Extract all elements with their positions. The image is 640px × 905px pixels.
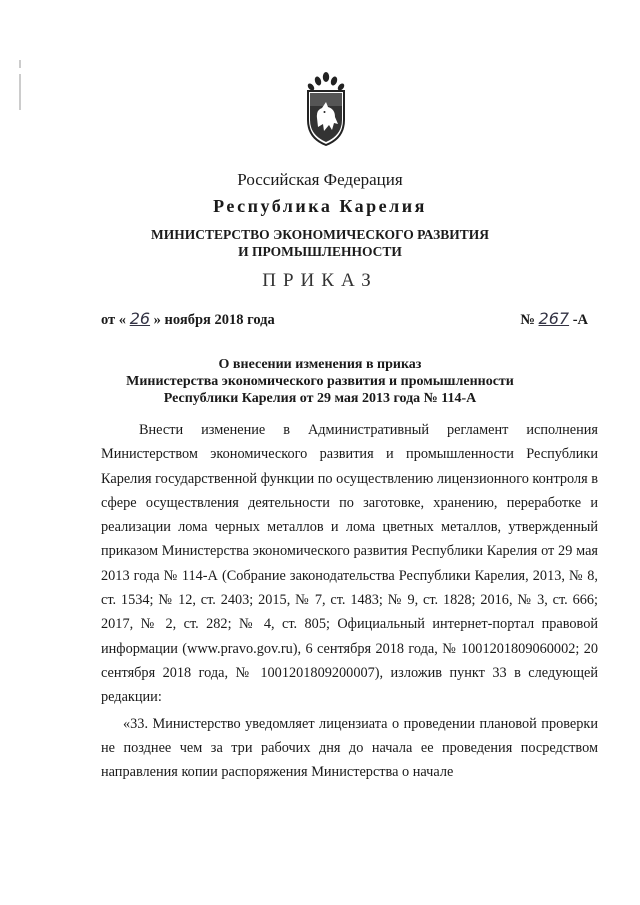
order-subject [0,356,640,407]
republic-name: Республика Карелия [213,196,427,216]
ministry-name-line2: И ПРОМЫШЛЕННОСТИ [238,244,402,259]
country-name: Российская Федерация [237,170,403,189]
order-date [101,309,275,329]
order-date-prefix: от « [101,312,127,328]
body-paragraph-1: Внести изменение в Административный регламент исполнения Министерством экономического развития и промышленности Республики Карелия государственной функции по осуществлению лицензионного контроля в сфере осуществления деятельности по заготовке, хранению, переработке и реализации лома черных металлов и лома цветных металлов, утвержденный приказом Министерства экономического развития Республики Карелия от 29 мая 2013 года № 114-А (Собрание законодательства Республики Карелия, 2013, № 8, ст. 1534; № 12, ст. 2403; 2015, № 7, ст. 1483; № 9, ст. 1828; 2016, № 3, ст. 666; 2017, № 2, ст. 282; № 4, ст. 805; Официальный интернет-портал правовой информации (www.pravo.gov.ru), 6 сентября 2018 года, № 1001201809060002; 20 сентября 2018 года, № 1001201809200007), изложив пункт 33 в следующей редакции: [101,422,599,706]
order-title: ПРИКАЗ [262,270,378,291]
order-subject-line2: Министерства экономического развития и промышленности [126,374,514,389]
order-subject-line3: Республики Карелия от 29 мая 2013 года № 114-А [163,391,477,406]
order-body [101,418,598,784]
order-number-prefix: № [520,312,535,328]
order-date-suffix: » ноября 2018 года [153,312,275,328]
coat-of-arms-emblem [305,72,347,151]
ministry-name-line1: МИНИСТЕРСТВО ЭКОНОМИЧЕСКОГО РАЗВИТИЯ [151,227,489,242]
order-number [520,309,588,329]
order-subject-line1: О внесении изменения в приказ [218,357,422,372]
order-date-day-handwritten: 26 [129,309,151,328]
body-paragraph-2: «33. Министерство уведомляет лицензиата о проведении плановой проверки не позднее чем за три рабочих дня до начала ее проведения посредством направления копии распоряжения Министерства о начале [101,715,598,781]
order-number-suffix: -А [572,312,588,328]
ministry-name [0,226,640,260]
order-number-handwritten: 267 [538,309,570,328]
margin-mark [18,60,22,110]
